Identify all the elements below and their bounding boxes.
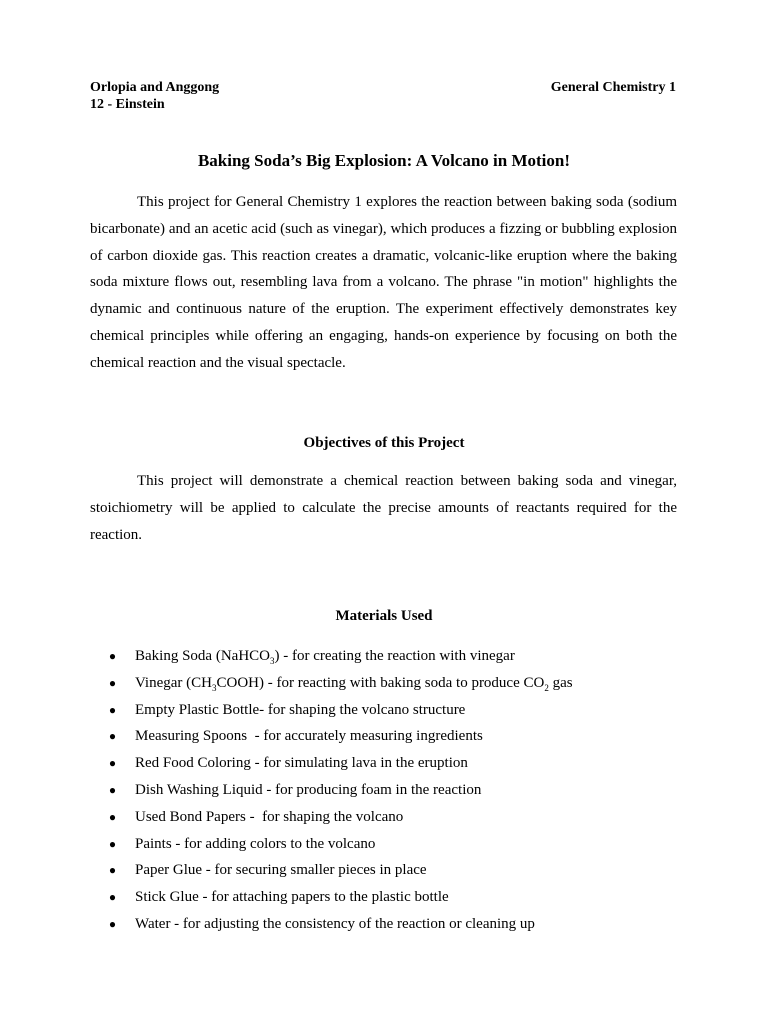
bullet-icon: ● xyxy=(108,675,117,690)
list-item: ● Paper Glue - for securing smaller pieces in place xyxy=(90,857,690,884)
materials-list xyxy=(90,643,690,938)
bullet-icon: ● xyxy=(108,863,117,878)
list-item: ● Baking Soda (NaHCO$_3$) - for creating the reaction with vinegar xyxy=(90,643,690,670)
objectives-heading: Objectives of this Project xyxy=(303,435,465,451)
class-section: 12 - Einstein xyxy=(90,97,165,112)
course-name: General Chemistry 1 xyxy=(550,80,676,95)
bullet-icon: ● xyxy=(108,649,117,663)
list-item: ● Vinegar $(CH_3COOH)$ - for reacting with baking soda to produce $CO_2$ gas xyxy=(90,670,690,697)
list-item: ● Dish Washing Liquid - for producing foam in the reaction xyxy=(90,777,690,804)
intro-paragraph: This project for General Chemistry 1 explores the reaction between baking soda (sodium bicarbonate) and an acetic acid (such as vinegar), which produces a fizzing or bubbling explosion of carbon dioxide gas. This reaction creates a dramatic, volcanic-like eruption where the baking soda mixture flows out, resembling lava from a volcano. The phrase "in motion" highlights the dynamic and continuous nature of the eruption. The experiment effectively demonstrates key chemical principles while offering an engaging, hands-on experience by focusing on both the chemical reaction and the visual spectacle. xyxy=(90,194,677,371)
list-item: ● Red Food Coloring - for simulating lava in the eruption xyxy=(90,750,690,777)
list-item: ● Stick Glue - for attaching papers to the plastic bottle xyxy=(90,884,690,911)
bullet-icon: ● xyxy=(108,890,117,905)
bullet-icon: ● xyxy=(108,702,117,717)
objectives-paragraph: This project will demonstrate a chemical reaction between baking soda and vinegar, stoichiometry will be applied to calculate the precise amounts of reactants required for the reaction. xyxy=(90,473,677,543)
materials-heading: Materials Used xyxy=(335,608,433,624)
list-item: ● Paints - for adding colors to the volcano xyxy=(90,831,690,858)
bullet-icon: ● xyxy=(108,729,117,744)
bullet-icon: ● xyxy=(108,836,117,851)
list-item: ● Empty Plastic Bottle- for shaping the volcano structure xyxy=(90,697,690,724)
authors: Orlopia and Anggong xyxy=(90,80,220,95)
list-item: ● Used Bond Papers - for shaping the volcano xyxy=(90,804,690,831)
bullet-icon: ● xyxy=(108,809,117,824)
document-title: Baking Soda’s Big Explosion: A Volcano in Motion! xyxy=(197,151,571,170)
bullet-icon: ● xyxy=(108,782,117,797)
bullet-icon: ● xyxy=(108,916,117,931)
list-item: ● Measuring Spoons - for accurately measuring ingredients xyxy=(90,723,690,750)
list-item: ● Water - for adjusting the consistency of the reaction or cleaning up xyxy=(90,911,690,938)
bullet-icon: ● xyxy=(108,756,117,771)
